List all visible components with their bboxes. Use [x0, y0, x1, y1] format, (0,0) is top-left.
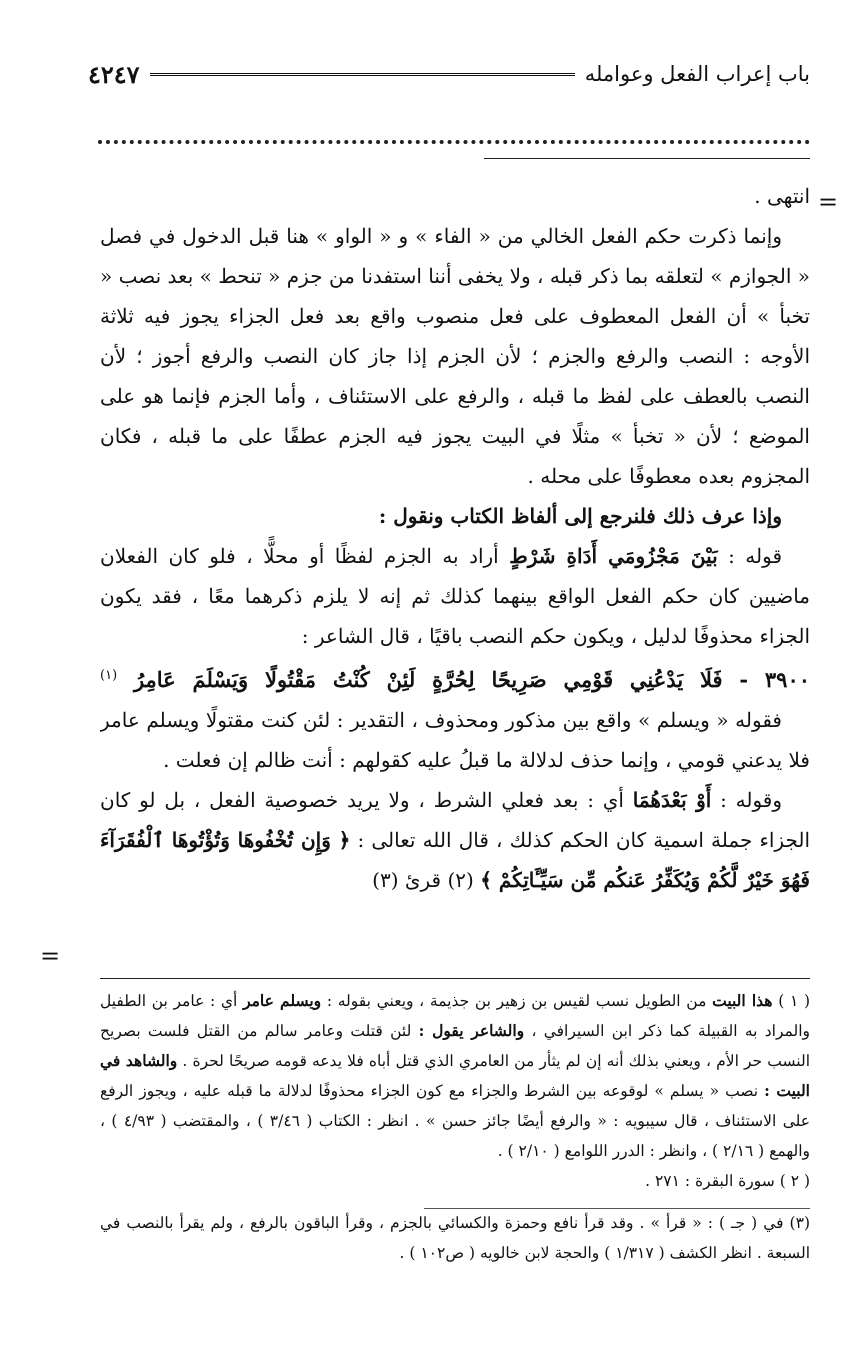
fn1-text-b: أي : عامر بن الطفيل والمراد به القبيلة كما ذكر ابن السيرافي ،: [100, 992, 810, 1040]
footnote-3: (٣) في ( جـ ) : « قرأ » . وقد قرأ نافع وحمزة والكسائي بالجزم ، وقرأ الباقون بالرفع ، ولم يقرأ بالنصب في السبعة . انظر الكشف ( ١/٣١٧ ) والحجة لابن خالويه ( ص١٠٢ ) .: [100, 1214, 810, 1262]
footnote-2: ( ٢ ) سورة البقرة : ٢٧١ .: [645, 1172, 810, 1190]
fn1-text-c: لئن قتلت وعامر سالم من القتل فلست بصريح النسب حر الأم ، ويعني بذلك أنه إن لم يثأر من العامري الذي قتل أباه فلا يدعه قومه صريحًا لحرة .: [100, 1022, 810, 1070]
verse-text: ٣٩٠٠ - فَلَا يَدْعُنِي قَوْمِي صَرِيحًا لِحُرَّةٍ لَئِنْ كُنْتُ مَقْتُولًا وَيَسْلَمَ عَامِرُ: [133, 667, 810, 692]
para5-quote: أَوْ بَعْدَهُمَا: [632, 788, 712, 812]
fn1-text-a: من الطويل نسب لقيس بن زهير بن جذيمة ، ويعني بقوله :: [326, 992, 707, 1010]
intiha-line: [100, 176, 810, 216]
footnote-separator: [100, 978, 810, 979]
poetry-verse: [100, 656, 810, 700]
para5-lead: وقوله :: [720, 788, 783, 812]
verse-footnote-ref: (١): [100, 668, 118, 683]
fn1-text-d: نصب « يسلم » لوقوعه بين الشرط والجزاء مع كون الجزاء محذوفًا لدلالة ما قبله عليه ، ويجوز الرفع على الاستئناف ، قال سيبويه : « والرفع أيضًا جائز حسن » . انظر : الكتاب ( ٣/٤٦ ) ، والمقتضب ( ٤/٩٣ ) ، والهمع ( ٢/١٦ ) ، وانظر : الدرر اللوامع ( ٢/١٠ ) .: [100, 1082, 810, 1160]
dotted-separator: [98, 126, 810, 144]
paragraph-5: [100, 780, 810, 900]
intiha-text: انتهى .: [754, 184, 810, 208]
page-number: ٤٢٤٧: [88, 59, 140, 89]
chapter-title: باب إعراب الفعل وعوامله: [584, 62, 810, 86]
paragraph-2: وإذا عرف ذلك فلنرجع إلى ألفاظ الكتاب ونقول :: [378, 504, 782, 528]
paragraph-4: فقوله « ويسلم » واقع بين مذكور ومحذوف ، التقدير : لئن كنت مقتولًا ويسلم عامر فلا يدعني قومي ، وإنما حذف لدلالة ما قبلُ عليه كقولهم : أنت ظالم إن فعلت .: [100, 708, 810, 772]
footnote-1: [100, 986, 810, 1166]
para3-lead: قوله :: [728, 544, 783, 568]
fn1-label-b: ويسلم عامر: [243, 991, 322, 1010]
footnotes: [100, 986, 810, 1316]
para3-rest: أراد به الجزم لفظًا أو محلًّا ، فلو كان الفعلان ماضيين كان حكم الفعل الواقع بينهما كذلك ثم إنه لا يلزم ذكرهما معًا ، فقد يكون الجزاء محذوفًا لدليل ، ويكون حكم النصب باقيًا ، قال الشاعر :: [100, 544, 810, 648]
continued-footnote-rule: [484, 158, 810, 159]
quran-ayah: ﴿ وَإِن تُخْفُوهَا وَتُؤْتُوهَا ٱلْفُقَرَآءَ فَهُوَ خَيْرٌ لَّكُمْ وَيُكَفِّرُ عَنكُم مِّن سَيِّـَٔاتِكُمْ ﴾: [100, 828, 810, 892]
main-text: [100, 176, 810, 956]
running-header: [88, 56, 810, 92]
fn1-number: ( ١ ): [778, 992, 810, 1010]
fn1-label-d: والشاهد في البيت :: [100, 1051, 810, 1100]
para3-quote: بَيْنَ مَجْزُومَي أَدَاةِ شَرْطٍ: [509, 544, 718, 568]
fn1-label-c: والشاعر يقول :: [418, 1021, 525, 1040]
paragraph-3: [100, 536, 810, 656]
header-double-rule: [150, 73, 575, 76]
fn1-label-a: هذا البيت: [712, 991, 773, 1010]
para5-tail: (٢) قرئ (٣): [372, 868, 474, 892]
continuation-mark-top: =: [818, 188, 839, 216]
footnote-inner-rule: [424, 1208, 810, 1209]
continuation-mark-bottom: =: [40, 942, 61, 970]
paragraph-1: وإنما ذكرت حكم الفعل الخالي من « الفاء » و « الواو » هنا قبل الدخول في فصل « الجوازم » لتعلقه بما ذكر قبله ، ولا يخفى أننا استفدنا من جزم « تنحط » بعد نصب « تخبأ » أن الفعل المعطوف على فعل منصوب واقع بعد فعل الجزاء يجوز فيه ثلاثة الأوجه : النصب والرفع والجزم ؛ لأن الجزم إذا جاز كان النصب والرفع أجوز ؛ لأن النصب بالعطف على لفظ ما قبله ، والرفع على الاستئناف ، وأما الجزم فإنما هو على الموضع ؛ لأن « تخبأ » مثلًا في البيت يجوز فيه الجزم عطفًا على ما قبله ، فكان المجزوم بعده معطوفًا على محله .: [100, 224, 810, 488]
para5-rest: أي : بعد فعلي الشرط ، ولا يريد خصوصية الفعل ، بل لو كان الجزاء جملة اسمية كان الحكم كذلك ، قال الله تعالى :: [100, 788, 810, 852]
